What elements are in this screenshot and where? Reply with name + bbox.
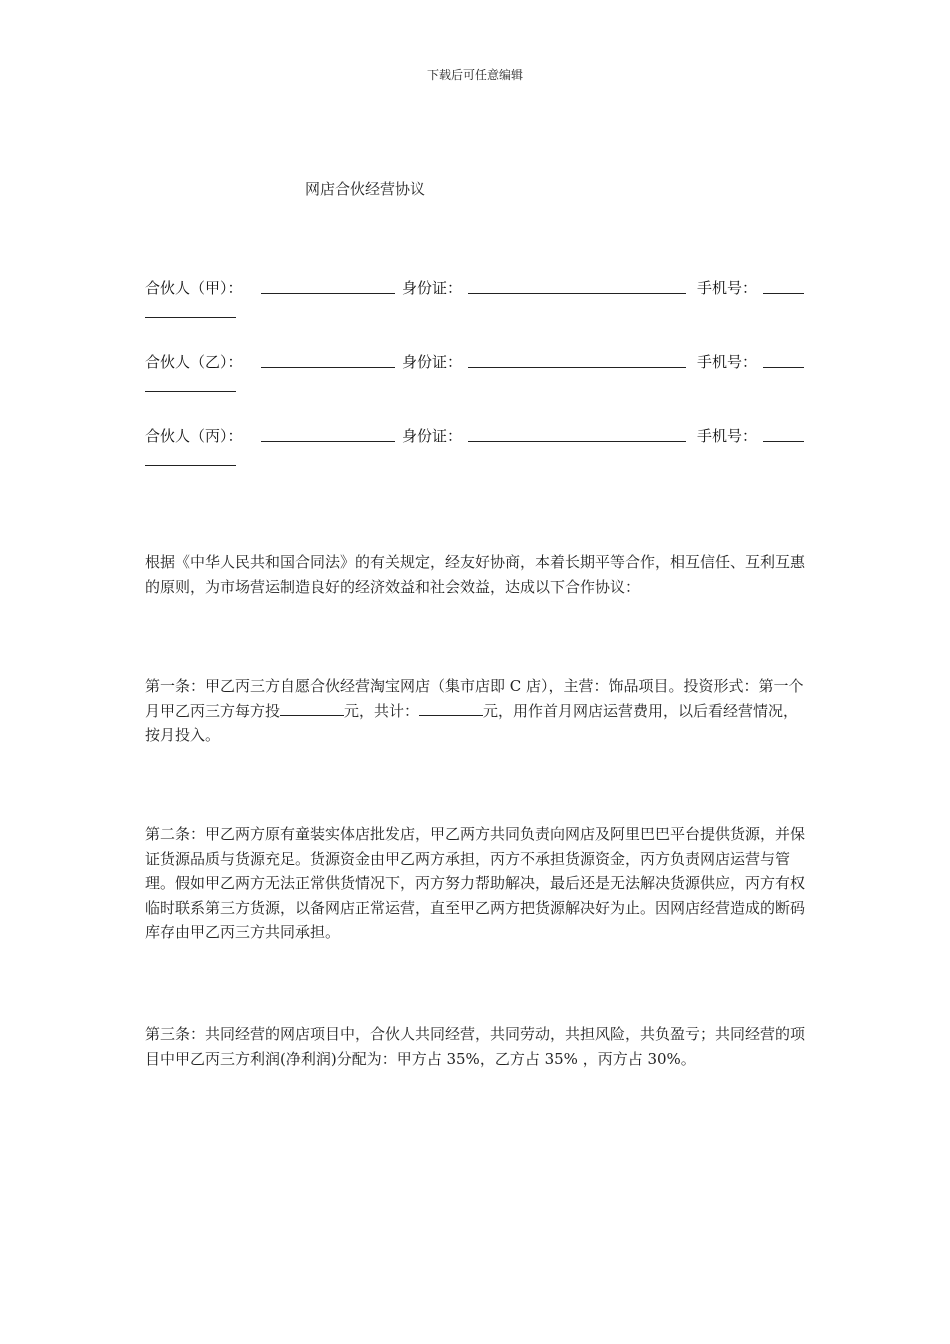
partner-label: 合伙人（丙）： [145,427,243,445]
article-1-text-b: 元，共计： [344,701,420,720]
article-3: 第三条：共同经营的网店项目中，合伙人共同经营，共同劳动，共担风险，共负盈亏；共同经营的项目中甲乙丙三方利润(净利润)分配为：甲方占 35%，乙方占 35% ，丙方占 30%。 [145,1025,806,1068]
id-label: 身份证： [402,427,463,445]
article-1-text-a: 第一条：甲乙丙三方自愿合伙经营淘宝网店（集市店即 C 店），主营：饰品项目。投资形式：第一个月甲乙丙三方每方投 [145,677,804,720]
id-blank [468,424,686,442]
phone-blank [763,350,804,368]
intro-paragraph: 根据《中华人民共和国合同法》的有关规定，经友好协商，本着长期平等合作，相互信任、互利互惠的原则，为市场营运制造良好的经济效益和社会效益，达成以下合作协议： [145,553,806,596]
phone-blank [763,424,804,442]
phone-label: 手机号： [697,279,758,297]
total-blank [419,700,483,716]
name-blank [261,424,395,442]
name-blank [261,350,395,368]
amount-blank [280,700,344,716]
id-label: 身份证： [402,353,463,371]
id-label: 身份证： [402,279,463,297]
phone-blank-cont [145,448,236,466]
header-note: 下载后可任意编辑 [426,68,523,82]
phone-blank-cont [145,374,236,392]
phone-label: 手机号： [697,353,758,371]
phone-blank [763,276,804,294]
document-title: 网店合伙经营协议 [305,180,426,198]
partner-label: 合伙人（甲）： [145,279,243,297]
id-blank [468,350,686,368]
article-1 [145,674,810,748]
id-blank [468,276,686,294]
partner-row-b [145,350,810,398]
partner-label: 合伙人（乙）： [145,353,243,371]
name-blank [261,276,395,294]
partner-row-a [145,276,810,324]
phone-blank-cont [145,300,236,318]
phone-label: 手机号： [697,427,758,445]
article-1-text-c: 元，用作首月网店运营费用，以后看经营情况，按月投入。 [145,701,799,744]
article-2: 第二条：甲乙两方原有童装实体店批发店，甲乙两方共同负责向网店及阿里巴巴平台提供货源，并保证货源品质与货源充足。货源资金由甲乙两方承担，丙方不承担货源资金，丙方负责网店运营与管理。假如甲乙两方无法正常供货情况下，丙方努力帮助解决，最后还是无法解决货源供应，丙方有权临时联系第三方货源，以备网店正常运营，直至甲乙两方把货源解决好为止。因网店经营造成的断码库存由甲乙丙三方共同承担。 [145,825,806,941]
partner-row-c [145,424,810,472]
